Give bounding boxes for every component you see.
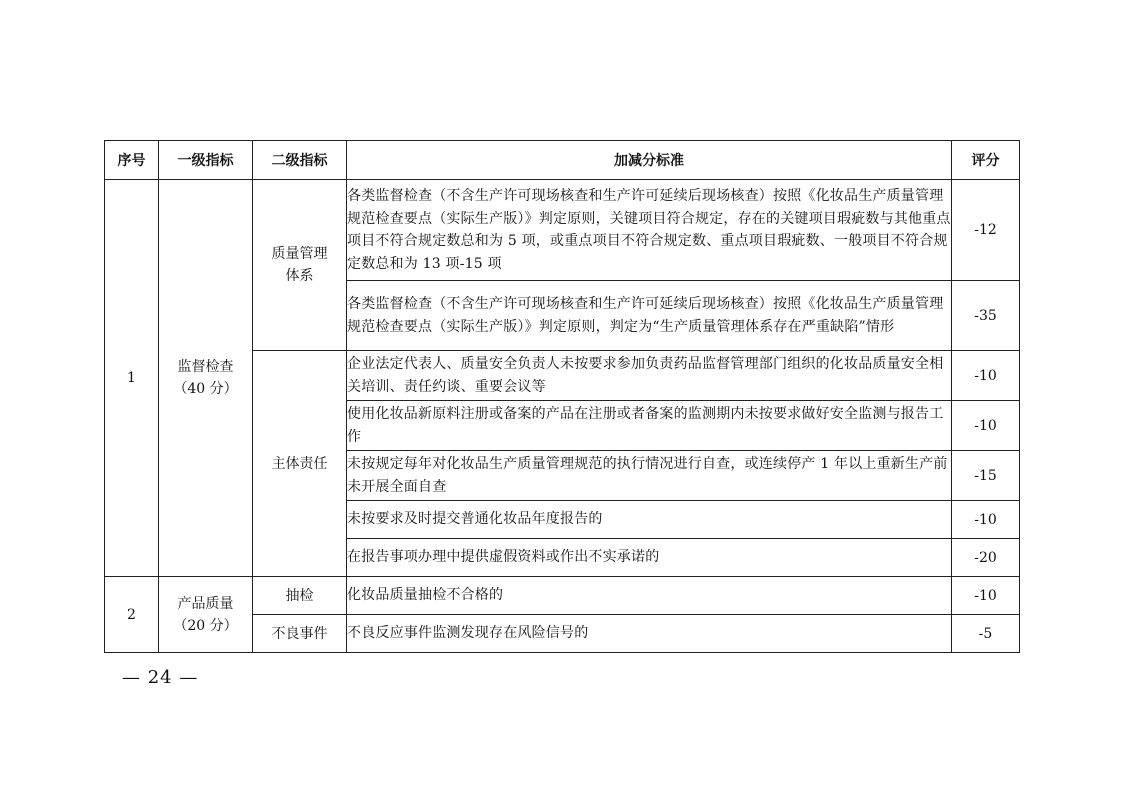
score-cell: -12 — [952, 180, 1020, 281]
row-number: 1 — [105, 180, 159, 577]
header-level2: 二级指标 — [253, 141, 347, 180]
level1-indicator — [159, 180, 253, 577]
level1-indicator-name: 产品质量 — [177, 595, 234, 612]
score-cell: -20 — [952, 539, 1020, 577]
score-cell: -5 — [952, 615, 1020, 653]
row-number: 2 — [105, 577, 159, 653]
header-level1: 一级指标 — [159, 141, 253, 180]
score-cell: -10 — [952, 501, 1020, 539]
score-cell: -35 — [952, 281, 1020, 351]
level1-indicator — [159, 577, 253, 653]
score-cell: -10 — [952, 577, 1020, 615]
level1-indicator-points: （20 分） — [173, 617, 238, 634]
score-cell: -15 — [952, 451, 1020, 501]
criteria-cell: 各类监督检查（不含生产许可现场核查和生产许可延续后现场核查）按照《化妆品生产质量管理规范检查要点（实际生产版）》判定原则，判定为“生产质量管理体系存在严重缺陷”情形 — [347, 281, 952, 351]
criteria-cell: 不良反应事件监测发现存在风险信号的 — [347, 615, 952, 653]
header-score: 评分 — [952, 141, 1020, 180]
criteria-cell: 化妆品质量抽检不合格的 — [347, 577, 952, 615]
table-header-row — [105, 141, 1020, 180]
criteria-cell: 在报告事项办理中提供虚假资料或作出不实承诺的 — [347, 539, 952, 577]
level2-indicator: 不良事件 — [253, 615, 347, 653]
criteria-cell: 未按要求及时提交普通化妆品年度报告的 — [347, 501, 952, 539]
level2-indicator: 主体责任 — [253, 351, 347, 577]
level1-indicator-points: （40 分） — [173, 381, 238, 397]
level1-indicator-name: 监督检查 — [177, 359, 234, 375]
level2-indicator: 抽检 — [253, 577, 347, 615]
table-row — [105, 577, 1020, 615]
header-criteria: 加减分标准 — [347, 141, 952, 180]
table-row — [105, 180, 1020, 281]
criteria-cell: 企业法定代表人、质量安全负责人未按要求参加负责药品监督管理部门组织的化妆品质量安全相关培训、责任约谈、重要会议等 — [347, 351, 952, 401]
header-no: 序号 — [105, 141, 159, 180]
criteria-cell: 使用化妆品新原料注册或备案的产品在注册或者备案的监测期内未按要求做好安全监测与报告工作 — [347, 401, 952, 451]
level2-indicator: 质量管理 体系 — [253, 180, 347, 351]
criteria-cell: 未按规定每年对化妆品生产质量管理规范的执行情况进行自查，或连续停产 1 年以上重新生产前未开展全面自查 — [347, 451, 952, 501]
score-cell: -10 — [952, 351, 1020, 401]
scoring-table — [104, 140, 1020, 653]
page-number: — 24 — — [122, 667, 199, 688]
criteria-cell: 各类监督检查（不含生产许可现场核查和生产许可延续后现场核查）按照《化妆品生产质量管理规范检查要点（实际生产版）》判定原则，关键项目符合规定，存在的关键项目瑕疵数与其他重点项目不符合规定数总和为 5 项，或重点项目不符合规定数、重点项目瑕疵数、一般项目不符合规定数总和为 13 项-15 项 — [347, 180, 952, 281]
score-cell: -10 — [952, 401, 1020, 451]
